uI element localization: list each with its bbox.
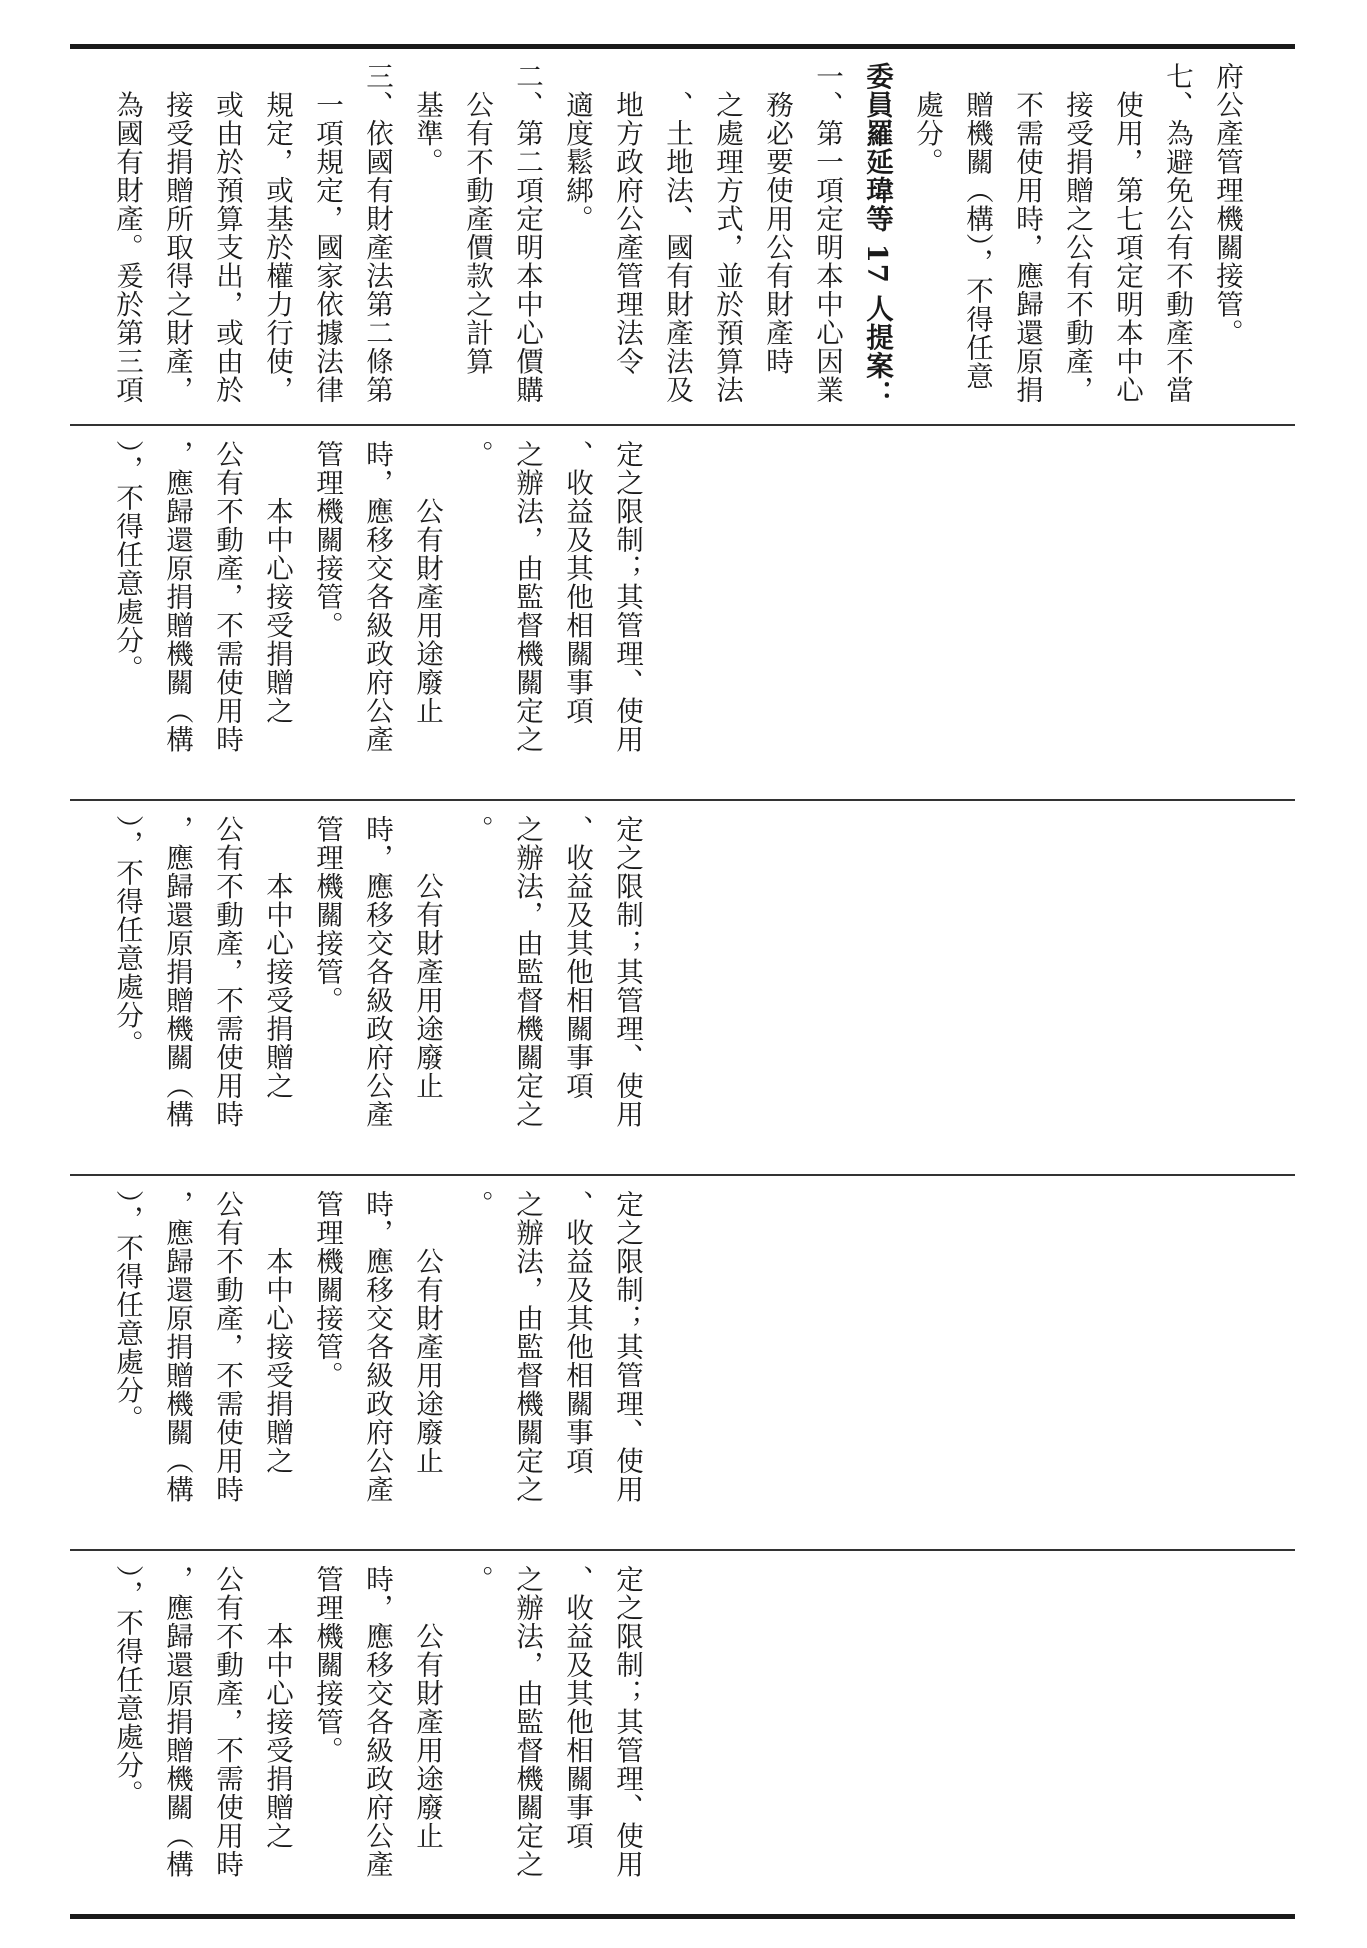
text-line: 管理機關接管。 <box>311 1190 343 1390</box>
text-line: ，應歸還原捐贈機關（構 <box>161 1190 193 1504</box>
text-line: 使用，第七項定明本中心 <box>1111 62 1143 404</box>
text-line: 地方政府公產管理法令 <box>611 62 643 376</box>
text-line: 之辦法，由監督機關定之 <box>511 1565 543 1879</box>
article-text <box>102 1565 652 1900</box>
text-line: 。 <box>461 1190 493 1219</box>
text-line: 公有不動產，不需使用時 <box>211 815 243 1129</box>
text-line: 管理機關接管。 <box>311 440 343 640</box>
text-line: 接受捐贈之公有不動產， <box>1061 62 1093 404</box>
text-line: 。 <box>461 815 493 844</box>
text-line: 委員羅延瑋等 17 人提案： <box>861 62 893 409</box>
explanation-text <box>102 62 1252 412</box>
text-line: ），不得任意處分。 <box>111 1565 143 1808</box>
text-line: 之處理方式，並於預算法 <box>711 62 743 404</box>
text-line: 一項規定，國家依據法律 <box>311 62 343 404</box>
text-line: 公有財產用途廢止 <box>411 440 443 725</box>
article-text <box>102 440 652 788</box>
text-line: 贈機關（構），不得任意 <box>961 62 993 391</box>
article-text <box>102 1190 652 1538</box>
text-line: 之辦法，由監督機關定之 <box>511 440 543 754</box>
text-line: ），不得任意處分。 <box>111 815 143 1058</box>
text-line: ），不得任意處分。 <box>111 1190 143 1433</box>
text-line: 時，應移交各級政府公產 <box>361 815 393 1129</box>
row-divider <box>70 424 1295 426</box>
text-line: 公有財產用途廢止 <box>411 1190 443 1475</box>
text-line: 三、依國有財產法第二條第 <box>361 62 393 404</box>
row-divider <box>70 799 1295 801</box>
text-line: 不需使用時，應歸還原捐 <box>1011 62 1043 404</box>
article-text-row <box>70 805 1295 1173</box>
text-line: 定之限制；其管理、使用 <box>611 815 643 1129</box>
text-line: 之辦法，由監督機關定之 <box>511 1190 543 1504</box>
text-line: 一、第一項定明本中心因業 <box>811 62 843 404</box>
text-line: 公有不動產，不需使用時 <box>211 1190 243 1504</box>
text-line: 時，應移交各級政府公產 <box>361 1565 393 1879</box>
article-text <box>102 815 652 1163</box>
text-line: 處分。 <box>911 62 943 176</box>
text-line: 定之限制；其管理、使用 <box>611 1565 643 1879</box>
text-line: 定之限制；其管理、使用 <box>611 440 643 754</box>
text-line: 管理機關接管。 <box>311 815 343 1015</box>
bottom-border <box>70 1914 1295 1919</box>
text-line: 、收益及其他相關事項 <box>561 1190 593 1475</box>
row-divider <box>70 1549 1295 1551</box>
text-line: 、收益及其他相關事項 <box>561 815 593 1100</box>
text-line: 基準。 <box>411 62 443 176</box>
text-line: 定之限制；其管理、使用 <box>611 1190 643 1504</box>
text-line: 公有不動產，不需使用時 <box>211 440 243 754</box>
top-border <box>70 44 1295 49</box>
text-line: 為國有財產。爰於第三項 <box>111 62 143 404</box>
text-line: 、收益及其他相關事項 <box>561 1565 593 1850</box>
text-line: 公有不動產，不需使用時 <box>211 1565 243 1879</box>
article-text-row <box>70 1555 1295 1910</box>
text-line: ），不得任意處分。 <box>111 440 143 683</box>
text-line: 、土地法、國有財產法及 <box>661 62 693 404</box>
text-line: ，應歸還原捐贈機關（構 <box>161 440 193 754</box>
text-line: 適度鬆綁。 <box>561 62 593 233</box>
text-line: 公有財產用途廢止 <box>411 815 443 1100</box>
text-line: 接受捐贈所取得之財產， <box>161 62 193 404</box>
text-line: 或由於預算支出，或由於 <box>211 62 243 404</box>
article-text-row <box>70 430 1295 798</box>
text-line: 本中心接受捐贈之 <box>261 440 293 725</box>
text-line: 公有不動產價款之計算 <box>461 62 493 376</box>
text-line: ，應歸還原捐贈機關（構 <box>161 815 193 1129</box>
row-divider <box>70 1174 1295 1176</box>
text-line: 務必要使用公有財產時 <box>761 62 793 376</box>
text-line: 二、第二項定明本中心價購 <box>511 62 543 404</box>
article-text-row <box>70 1180 1295 1548</box>
text-line: 時，應移交各級政府公產 <box>361 1190 393 1504</box>
text-line: ，應歸還原捐贈機關（構 <box>161 1565 193 1879</box>
text-line: 公有財產用途廢止 <box>411 1565 443 1850</box>
text-line: 府公產管理機關接管。 <box>1211 62 1243 347</box>
text-line: 規定，或基於權力行使， <box>261 62 293 404</box>
text-line: 本中心接受捐贈之 <box>261 815 293 1100</box>
text-line: 。 <box>461 1565 493 1594</box>
text-line: 管理機關接管。 <box>311 1565 343 1765</box>
text-line: 。 <box>461 440 493 469</box>
text-line: 之辦法，由監督機關定之 <box>511 815 543 1129</box>
explanation-row <box>70 52 1295 422</box>
text-line: 本中心接受捐贈之 <box>261 1565 293 1850</box>
text-line: 時，應移交各級政府公產 <box>361 440 393 754</box>
text-line: 、收益及其他相關事項 <box>561 440 593 725</box>
text-line: 七、為避免公有不動產不當 <box>1161 62 1193 404</box>
text-line: 本中心接受捐贈之 <box>261 1190 293 1475</box>
